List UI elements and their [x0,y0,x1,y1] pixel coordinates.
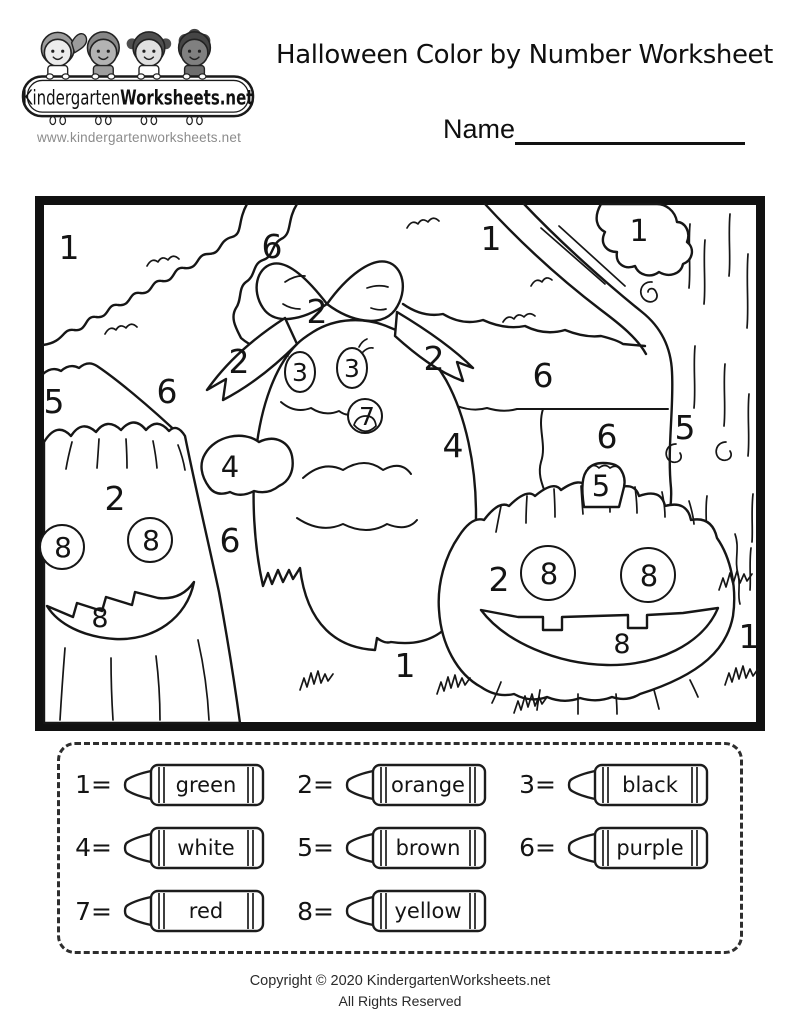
color-number-label: 6 [261,227,283,266]
key-color-label: white [177,835,235,860]
crayon-icon [117,886,269,936]
rights-line: All Rights Reserved [338,992,462,1009]
color-number-label: 7 [359,402,375,431]
key-color-label: green [175,772,237,797]
logo-kid-4 [179,29,211,77]
crayon-icon [117,823,269,873]
logo-kids-banner-illustration [20,20,258,129]
color-number-label: 2 [104,479,126,518]
crayon-icon [561,823,713,873]
color-number-label: 2 [423,339,445,378]
key-number: 5= [297,833,334,863]
key-item-7 [70,886,292,936]
color-number-label: 3 [344,354,360,383]
copyright-line: Copyright © 2020 KindergartenWorksheets.net [249,973,551,989]
color-number-label: 1 [629,214,649,249]
key-color-label: yellow [394,899,462,924]
key-color-label: orange [391,772,465,797]
logo-website-url: www.kindergartenworksheets.net [36,130,242,145]
color-number-label: 6 [532,356,554,395]
color-key-box [57,742,743,954]
key-item-5 [292,823,514,873]
key-item-1 [70,760,292,810]
color-number-label: 8 [613,629,631,660]
color-number-label: 2 [488,560,510,599]
color-number-label: 8 [639,559,659,593]
key-number: 1= [75,770,112,800]
color-number-label: 5 [43,382,65,421]
logo-kid-2 [87,32,119,77]
key-item-3 [514,760,736,810]
key-item-8 [292,886,514,936]
color-number-label: 8 [54,531,72,564]
logo-kid-feet [50,117,202,125]
key-item-2 [292,760,514,810]
name-field [443,114,745,148]
logo-banner [23,76,254,116]
color-number-label: 2 [306,292,328,331]
key-number: 6= [519,833,556,863]
color-number-label: 1 [480,219,502,258]
key-color-label: purple [616,835,684,860]
key-number: 2= [297,770,334,800]
color-number-label: 5 [591,469,611,503]
key-number: 8= [297,896,334,926]
color-number-label: 6 [596,417,618,456]
logo-brand-text: KindergartenWorksheets.net [22,86,254,111]
coloring-picture [35,196,765,731]
logo-kid-1 [41,32,86,76]
key-number: 7= [75,896,112,926]
key-number: 3= [519,770,556,800]
name-label: Name [443,114,516,144]
color-number-label: 1 [738,617,760,656]
crayon-icon [339,760,491,810]
color-number-label: 5 [674,408,696,447]
color-number-label: 6 [156,372,178,411]
logo [20,20,258,145]
page-title: Halloween Color by Number Worksheet [276,40,773,70]
color-number-label: 1 [394,646,416,685]
key-color-label: black [622,772,678,797]
crayon-icon [339,823,491,873]
key-number: 4= [75,833,112,863]
color-number-label: 6 [219,521,241,560]
ghost-puff [202,436,293,495]
key-item-6 [514,823,736,873]
name-blank-line [515,142,745,145]
crayon-icon [561,760,713,810]
key-item-4 [70,823,292,873]
crayon-icon [117,760,269,810]
key-color-label: brown [395,835,461,860]
footer [0,972,800,1010]
key-color-label: red [188,899,224,924]
color-number-label: 8 [142,524,160,557]
color-number-label: 8 [539,557,559,591]
color-number-label: 3 [292,358,308,387]
color-number-label: 1 [58,228,80,267]
color-number-label: 4 [442,426,464,465]
crayon-icon [339,886,491,936]
coloring-scene-svg [35,196,765,731]
logo-kid-3 [127,32,172,77]
color-number-label: 8 [91,603,109,634]
color-key-grid [70,753,736,943]
color-number-label: 2 [228,342,250,381]
color-number-label: 4 [220,450,240,484]
